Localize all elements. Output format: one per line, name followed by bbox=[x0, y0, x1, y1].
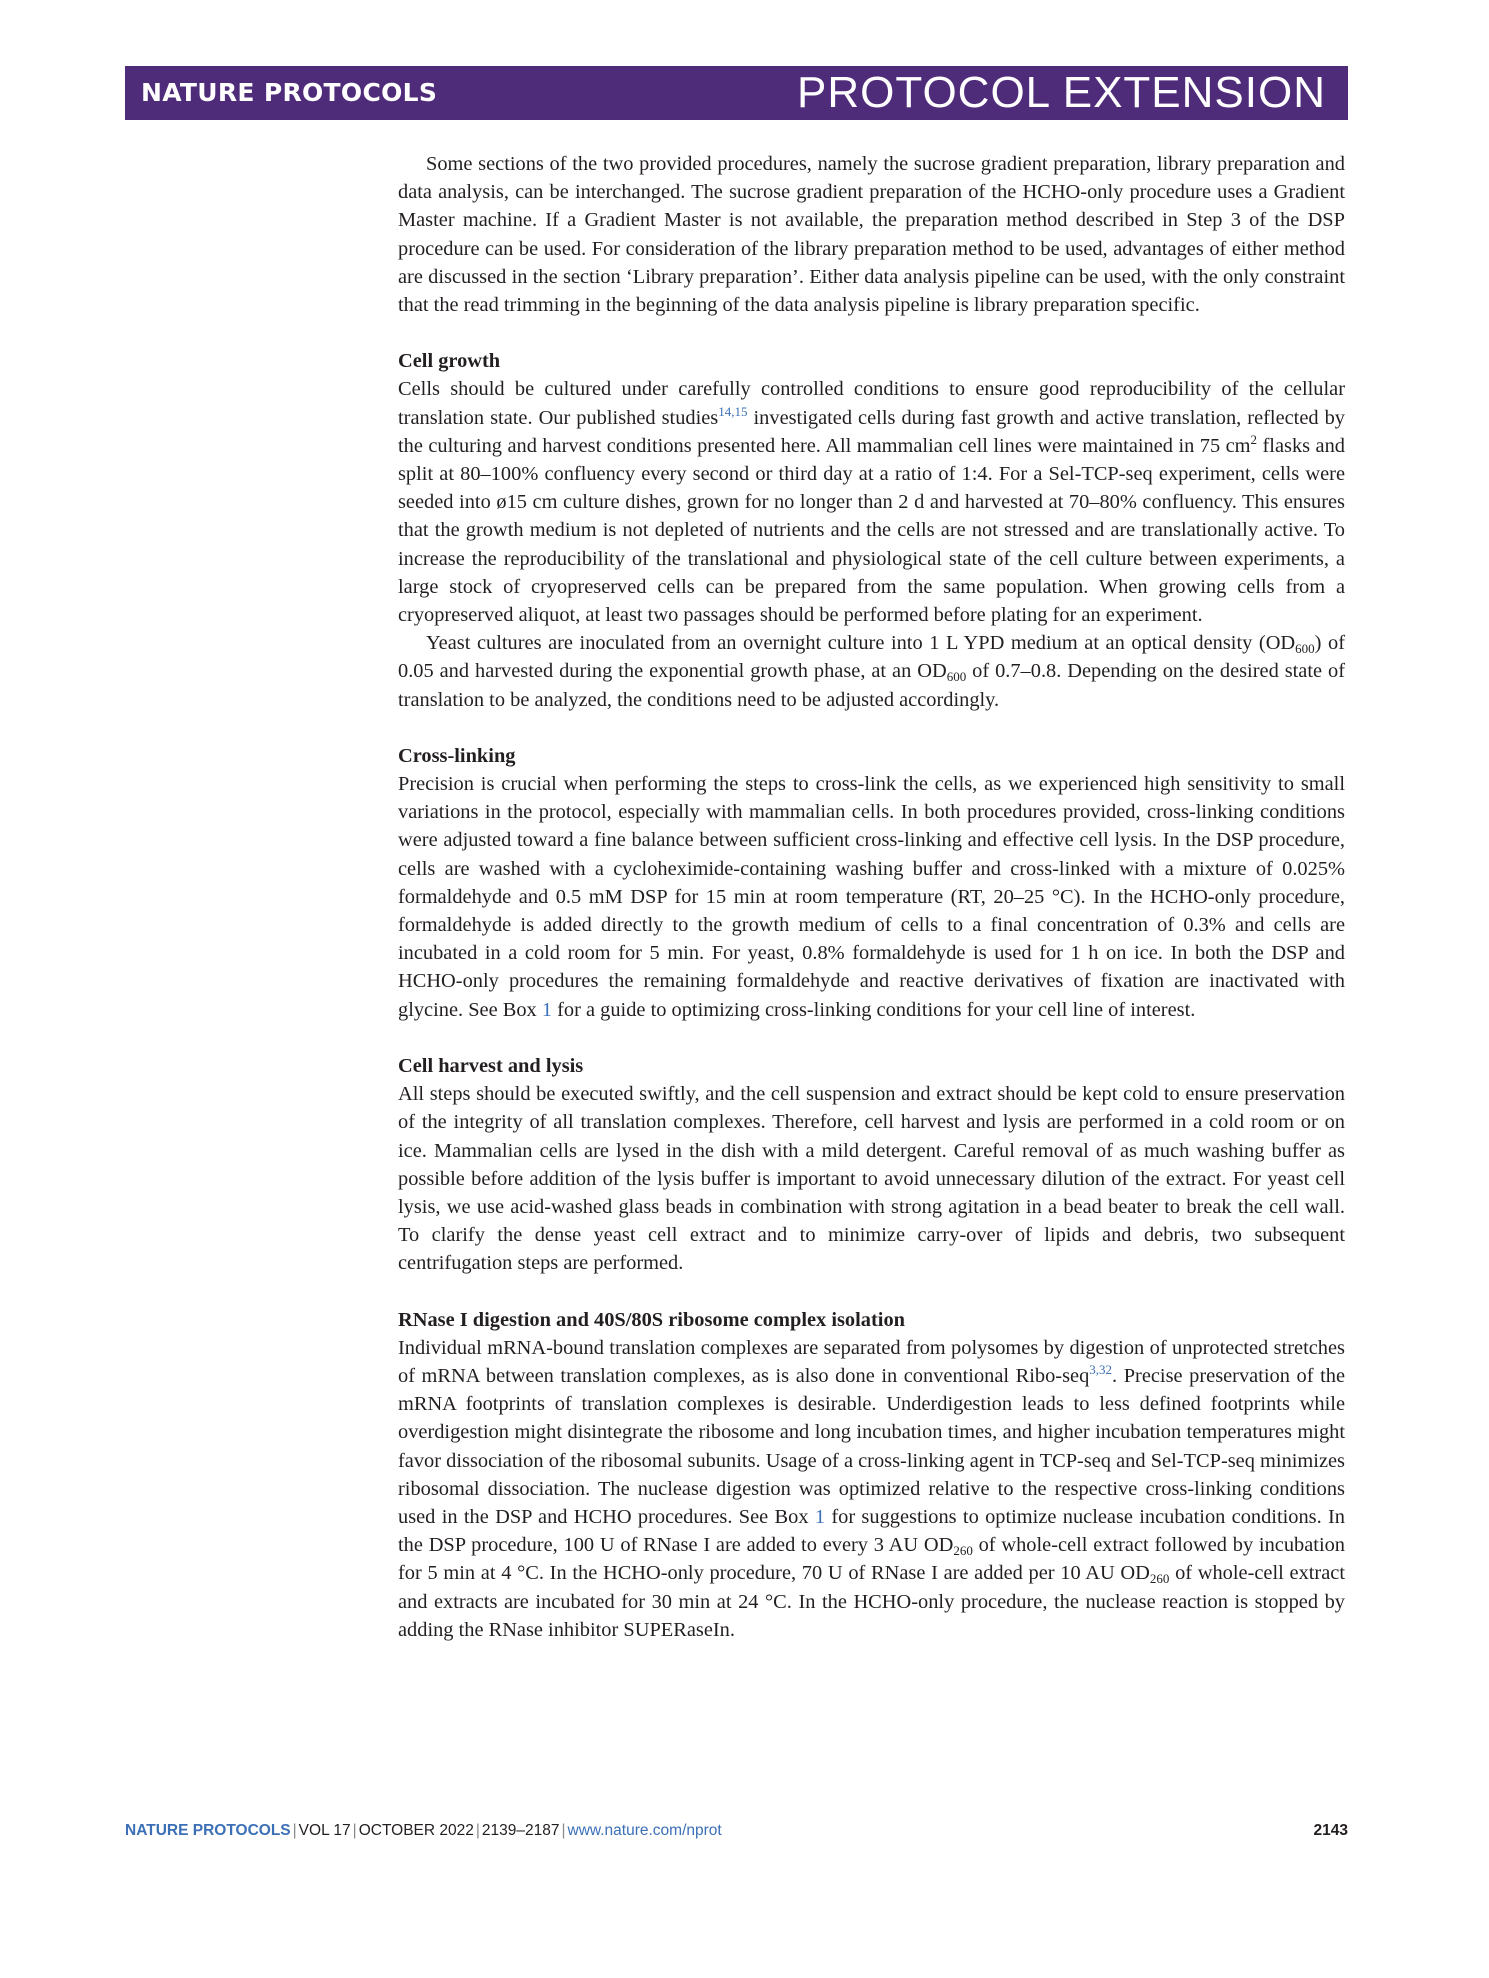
cross-linking-paragraph: Precision is crucial when performing the steps to cross-link the cells, as we experienced high sensitivity to small variations in the protocol, especially with mammalian cells. In both procedures provided, cross-linking conditions were adjusted toward a fine balance between sufficient cross-linking and effective cell lysis. In the DSP procedure, cells are washed with a cycloheximide-containing washing buffer and cross-linked with a mixture of 0.025% formaldehyde and 0.5 mM DSP for 15 min at room temperature (RT, 20–25 °C). In the HCHO-only procedure, formaldehyde is added directly to the growth medium of cells to a final concentration of 0.3% and cells are incubated in a cold room for 5 min. For yeast, 0.8% formaldehyde is used for 1 h on ice. In both the DSP and HCHO-only procedures the remaining formaldehyde and reactive derivatives of fixation are inactivated with glycine. See Box 1 for a guide to optimizing cross-linking conditions for your cell line of interest. bbox=[398, 773, 1345, 1021]
rnase-paragraph: Individual mRNA-bound translation complexes are separated from polysomes by digestion of unprotected stretches of mRNA between translation complexes, as is also done in conventional Ribo-seq$^{3,32}$. Precise preservation of the mRNA footprints of translation complexes is desirable. Underdigestion leads to less defined footprints while overdigestion might disintegrate the ribosome and long incubation times, and higher incubation temperatures might favor dissociation of the ribosomal subunits. Usage of a cross-linking agent in TCP-seq and Sel-TCP-seq minimizes ribosomal dissociation. The nuclease digestion was optimized relative to the respective cross-linking conditions used in the DSP and HCHO procedures. See Box 1 for suggestions to optimize nuclease incubation conditions. In the DSP procedure, 100 U of RNase I are added to every 3 AU $OD_{260}$ of whole-cell extract followed by incubation for 5 min at 4 °C. In the HCHO-only procedure, 70 U of RNase I are added per 10 AU $OD_{260}$ of whole-cell extract and extracts are incubated for 30 min at 24 °C. In the HCHO-only procedure, the nuclease reaction is stopped by adding the RNase inhibitor SUPERaseIn. bbox=[398, 1336, 1346, 1641]
journal-name: NATURE PROTOCOLS bbox=[141, 78, 438, 107]
footer-pages: 2139–2187 bbox=[481, 1822, 560, 1839]
article-type: PROTOCOL EXTENSION bbox=[797, 68, 1326, 117]
section-heading-rnase: RNase I digestion and 40S/80S ribosome complex isolation bbox=[398, 1308, 905, 1331]
section-heading-cross-linking: Cross-linking bbox=[398, 744, 516, 767]
box-1-link-2[interactable]: 1 bbox=[814, 1505, 826, 1528]
intro-paragraph: Some sections of the two provided procedures, namely the sucrose gradient preparation, library preparation and data analysis, can be interchanged. The sucrose gradient preparation of the HCHO-only procedure uses a Gradient Master machine. If a Gradient Master is not available, the preparation method described in Step 3 of the DSP procedure can be used. For consideration of the library preparation method to be used, advantages of either method are discussed in the section ‘Library preparation’. Either data analysis pipeline can be used, with the only constraint that the read trimming in the beginning of the data analysis pipeline is library preparation specific. bbox=[398, 153, 1345, 317]
footer-volume: VOL 17 bbox=[298, 1822, 351, 1839]
footer-date: OCTOBER 2022 bbox=[358, 1822, 474, 1839]
citation-14-15[interactable]: 14,15 bbox=[718, 403, 748, 419]
page-number: 2143 bbox=[1313, 1822, 1348, 1839]
citation-3-32[interactable]: 3,32 bbox=[1089, 1361, 1113, 1377]
cell-growth-paragraph-1: Cells should be cultured under carefully controlled conditions to ensure good reproducibility of the cellular translation state. Our published studies$^{14,15}$ investigated cells during fast growth and active translation, reflected by the culturing and harvest conditions presented here. All mammalian cell lines were maintained in 75 $cm^2$ flasks and split at 80–100% confluency every second or third day at a ratio of 1:4. For a Sel-TCP-seq experiment, cells were seeded into ø15 cm culture dishes, grown for no longer than 2 d and harvested at 70–80% confluency. This ensures that the growth medium is not depleted of nutrients and the cells are not stressed and are translationally active. To increase the reproducibility of the translational and physiological state of the cell culture between experiments, a large stock of cryopreserved cells can be prepared from the same population. When growing cells from a cryopreserved aliquot, at least two passages should be performed before plating for an experiment. bbox=[398, 378, 1345, 627]
page-footer: NATURE PROTOCOLS | VOL 17 | OCTOBER 2022 | 2139–2187 | www.nature.com/nprot 2143 bbox=[125, 1822, 1348, 1839]
cell-harvest-paragraph: All steps should be executed swiftly, and the cell suspension and extract should be kept cold to ensure preservation of the integrity of all translation complexes. Therefore, cell harvest and lysis are performed in a cold room or on ice. Mammalian cells are lysed in the dish with a mild detergent. Careful removal of as much washing buffer as possible before addition of the lysis buffer is important to avoid unnecessary dilution of the extract. For yeast cell lysis, we use acid-washed glass beads in combination with strong agitation in a bead beater to break the cell wall. To clarify the dense yeast cell extract and to minimize carry-over of lipids and debris, two subsequent centrifugation steps are performed. bbox=[398, 1083, 1345, 1275]
footer-url-link[interactable]: www.nature.com/nprot bbox=[567, 1822, 722, 1839]
section-cell-harvest bbox=[398, 1052, 1345, 1278]
section-rnase-digestion bbox=[398, 1306, 1345, 1644]
article-body bbox=[398, 150, 1345, 1644]
section-cross-linking bbox=[398, 742, 1345, 1024]
section-heading-cell-harvest: Cell harvest and lysis bbox=[398, 1054, 584, 1077]
section-cell-growth bbox=[398, 347, 1345, 714]
cell-growth-paragraph-2: Yeast cultures are inoculated from an overnight culture into 1 L YPD medium at an optical density $(OD_{600})$ of 0.05 and harvested during the exponential growth phase, at an $OD_{600}$ of 0.7–0.8. Depending on the desired state of translation to be analyzed, the conditions need to be adjusted accordingly. bbox=[398, 632, 1346, 711]
footer-journal: NATURE PROTOCOLS bbox=[125, 1822, 291, 1839]
section-heading-cell-growth: Cell growth bbox=[398, 350, 501, 373]
box-1-link[interactable]: 1 bbox=[541, 998, 553, 1021]
header-banner bbox=[125, 66, 1348, 120]
